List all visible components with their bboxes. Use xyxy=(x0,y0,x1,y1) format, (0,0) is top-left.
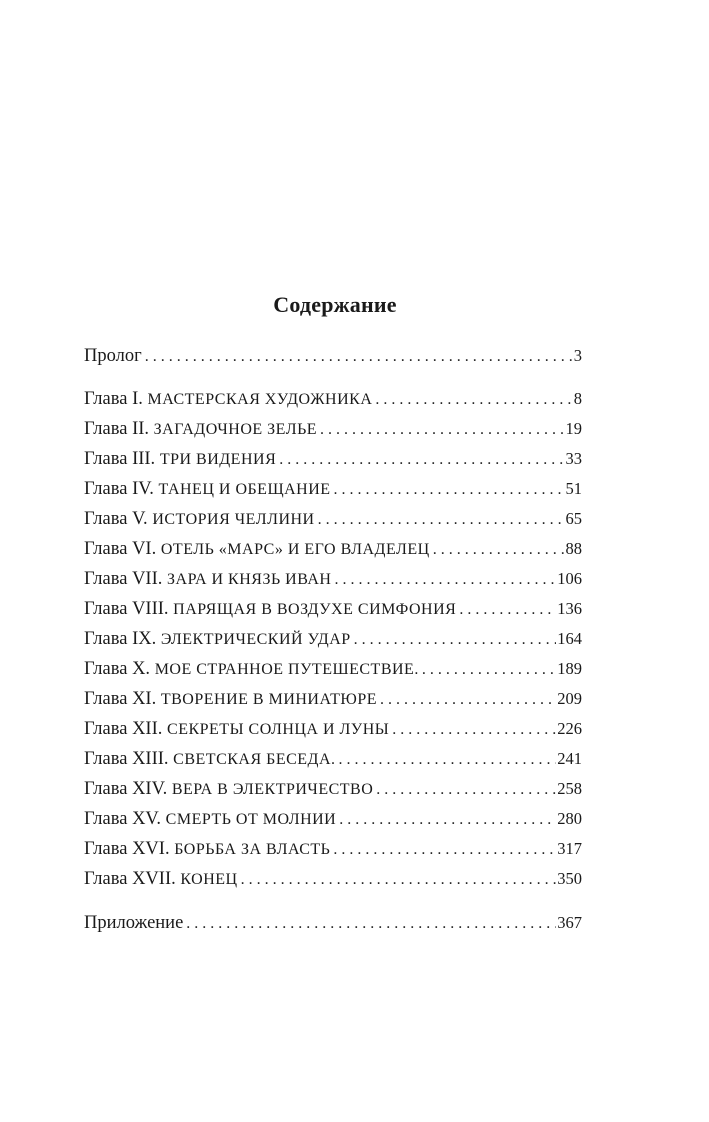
toc-entry-chapter-6 xyxy=(84,539,582,569)
dot-leader xyxy=(279,451,564,469)
chapter-prefix: Глава I. xyxy=(84,389,143,409)
chapter-prefix: Глава VI. xyxy=(84,539,157,559)
chapter-prefix: Глава XI. xyxy=(84,689,157,709)
toc-page-number: 209 xyxy=(557,689,582,708)
toc-page-number: 65 xyxy=(565,509,582,528)
chapter-title: СМЕРТЬ ОТ МОЛНИИ xyxy=(165,811,337,828)
chapter-prefix: Глава XVII. xyxy=(84,869,176,889)
dot-leader xyxy=(333,841,556,859)
toc-entry-chapter-11 xyxy=(84,689,582,719)
dot-leader xyxy=(186,915,556,933)
dot-leader xyxy=(334,571,556,589)
toc-entry-chapter-14 xyxy=(84,779,582,809)
chapter-title: БОРЬБА ЗА ВЛАСТЬ xyxy=(174,841,331,858)
chapter-prefix: Глава XV. xyxy=(84,809,162,829)
dot-leader xyxy=(375,391,572,409)
chapter-title: ОТЕЛЬ «МАРС» И ЕГО ВЛАДЕЛЕЦ xyxy=(160,541,430,558)
dot-leader xyxy=(380,691,556,709)
chapter-prefix: Глава V. xyxy=(84,509,148,529)
toc-entry-chapter-4 xyxy=(84,479,582,509)
toc-page-number: 189 xyxy=(557,659,582,678)
chapter-title: ТРИ ВИДЕНИЯ xyxy=(159,451,277,468)
dot-leader xyxy=(339,751,557,769)
toc-entry-chapter-9 xyxy=(84,629,582,659)
toc-entry-chapter-10 xyxy=(84,659,582,689)
toc-page-number: 8 xyxy=(573,389,582,408)
chapter-prefix: Глава III. xyxy=(84,449,156,469)
toc-entry-chapter-13 xyxy=(84,749,582,779)
dot-leader xyxy=(422,661,556,679)
toc-entry-appendix xyxy=(84,913,582,943)
toc-entry-label: Приложение xyxy=(84,913,184,933)
dot-leader xyxy=(392,721,556,739)
chapter-prefix: Глава II. xyxy=(84,419,150,439)
chapter-title: ТВОРЕНИЕ В МИНИАТЮРЕ xyxy=(160,691,378,708)
chapter-title: ТАНЕЦ И ОБЕЩАНИЕ xyxy=(158,481,331,498)
dot-leader xyxy=(241,871,557,889)
toc-entry-label: Пролог xyxy=(84,346,142,366)
dot-leader xyxy=(334,481,565,499)
chapter-prefix: Глава VII. xyxy=(84,569,163,589)
toc-page-number: 350 xyxy=(557,869,582,888)
toc-page-number: 33 xyxy=(565,449,582,468)
toc-entry-chapter-2 xyxy=(84,419,582,449)
toc-title: Содержание xyxy=(273,292,397,317)
chapter-title: СЕКРЕТЫ СОЛНЦА И ЛУНЫ xyxy=(167,721,390,738)
chapter-prefix: Глава XIV. xyxy=(84,779,168,799)
toc-page-number: 241 xyxy=(557,749,582,768)
toc-page-number: 164 xyxy=(557,629,582,648)
toc-page-number: 19 xyxy=(565,419,582,438)
chapter-title: ИСТОРИЯ ЧЕЛЛИНИ xyxy=(152,511,315,528)
toc-entry-chapter-12 xyxy=(84,719,582,749)
toc-page-number: 136 xyxy=(557,599,582,618)
toc-page-number: 367 xyxy=(557,913,582,932)
toc-entry-chapter-8 xyxy=(84,599,582,629)
chapter-prefix: Глава XII. xyxy=(84,719,163,739)
toc-entry-prologue xyxy=(84,346,582,376)
chapter-prefix: Глава IX. xyxy=(84,629,157,649)
toc-page-number: 51 xyxy=(565,479,582,498)
table-of-contents xyxy=(84,346,582,943)
chapter-title: ЗАРА И КНЯЗЬ ИВАН xyxy=(167,571,332,588)
dot-leader xyxy=(354,631,557,649)
dot-leader xyxy=(433,541,565,559)
dot-leader xyxy=(320,421,564,439)
toc-page-number: 3 xyxy=(573,346,582,365)
dot-leader xyxy=(459,601,556,619)
chapter-prefix: Глава X. xyxy=(84,659,151,679)
toc-page-number: 106 xyxy=(557,569,582,588)
chapter-title: ЗАГАДОЧНОЕ ЗЕЛЬЕ xyxy=(153,421,318,438)
chapter-title: СВЕТСКАЯ БЕСЕДА. xyxy=(173,751,336,768)
chapter-prefix: Глава IV. xyxy=(84,479,154,499)
toc-entry-chapter-5 xyxy=(84,509,582,539)
dot-leader xyxy=(376,781,556,799)
chapter-title: ПАРЯЩАЯ В ВОЗДУХЕ СИМФОНИЯ xyxy=(173,601,457,618)
toc-page-number: 280 xyxy=(557,809,582,828)
toc-entry-chapter-16 xyxy=(84,839,582,869)
chapter-title: КОНЕЦ xyxy=(180,871,238,888)
chapter-prefix: Глава XVI. xyxy=(84,839,170,859)
toc-page-number: 226 xyxy=(557,719,582,738)
toc-page-number: 317 xyxy=(557,839,582,858)
chapter-title: ЭЛЕКТРИЧЕСКИЙ УДАР xyxy=(160,631,351,648)
toc-page-number: 88 xyxy=(565,539,582,558)
dot-leader xyxy=(145,348,573,366)
chapter-title: ВЕРА В ЭЛЕКТРИЧЕСТВО xyxy=(171,781,374,798)
toc-entry-chapter-15 xyxy=(84,809,582,839)
dot-leader xyxy=(339,811,556,829)
chapter-title: МОЕ СТРАННОЕ ПУТЕШЕСТВИЕ. xyxy=(154,661,419,678)
chapter-prefix: Глава XIII. xyxy=(84,749,169,769)
toc-entry-chapter-1 xyxy=(84,389,582,419)
toc-entry-chapter-7 xyxy=(84,569,582,599)
chapter-title: МАСТЕРСКАЯ ХУДОЖНИКА xyxy=(147,391,373,408)
toc-entry-chapter-3 xyxy=(84,449,582,479)
toc-entry-chapter-17 xyxy=(84,869,582,899)
dot-leader xyxy=(318,511,565,529)
toc-page-number: 258 xyxy=(557,779,582,798)
chapter-prefix: Глава VIII. xyxy=(84,599,169,619)
